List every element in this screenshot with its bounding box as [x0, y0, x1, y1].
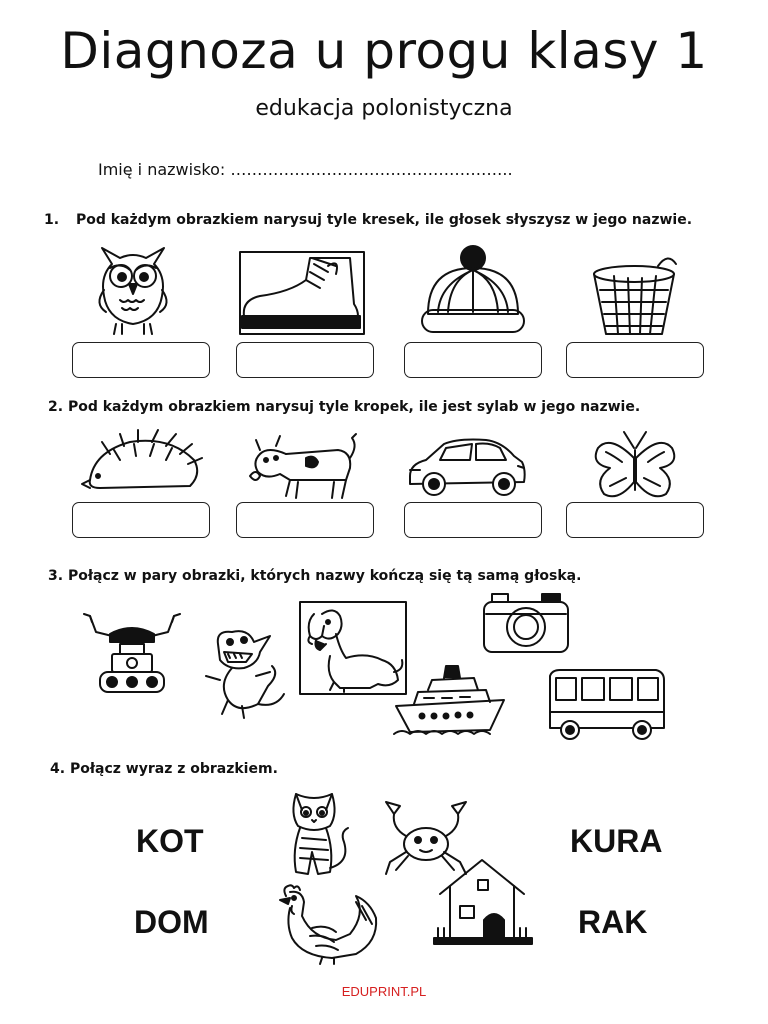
cow-icon — [246, 428, 362, 504]
task-2 — [48, 399, 640, 415]
task-3-text: Połącz w pary obrazki, których nazwy kończą się tą samą głoską. — [67, 568, 582, 584]
cat-icon — [282, 788, 358, 882]
task-3-number: 3. — [48, 568, 64, 584]
task-3 — [48, 568, 581, 584]
camera-icon — [480, 590, 572, 656]
task-2-text: Pod każdym obrazkiem narysuj tyle kropek, ile jest sylab w jego nazwie. — [67, 399, 641, 415]
winter-hat-icon — [418, 244, 528, 338]
task-1-text: Pod każdym obrazkiem narysuj tyle kresek, ile głosek słyszysz w jego nazwie. — [75, 212, 693, 228]
dragon-icon — [198, 624, 288, 720]
page-subtitle: edukacja polonistyczna — [255, 96, 513, 121]
name-label: Imię i nazwisko: — [98, 160, 226, 179]
answer-box[interactable] — [566, 502, 704, 538]
basket-icon — [588, 250, 680, 338]
car-icon — [406, 434, 528, 500]
owl-icon — [92, 244, 174, 340]
task-4-text: Połącz wyraz z obrazkiem. — [69, 761, 278, 777]
task-4-number: 4. — [50, 761, 66, 777]
page-title: Diagnoza u progu klasy 1 — [60, 22, 708, 80]
word-kot: KOT — [136, 823, 204, 859]
answer-box[interactable] — [72, 342, 210, 378]
dog-icon — [300, 602, 406, 694]
robot-icon — [82, 612, 182, 698]
answer-box[interactable] — [566, 342, 704, 378]
task-2-number: 2. — [48, 399, 64, 415]
answer-box[interactable] — [236, 342, 374, 378]
hen-icon — [272, 884, 380, 964]
answer-box[interactable] — [404, 502, 542, 538]
task-1 — [44, 212, 692, 228]
word-dom: DOM — [134, 904, 209, 940]
boot-icon — [240, 252, 364, 334]
answer-box[interactable] — [404, 342, 542, 378]
footer-credit: EDUPRINT.PL — [341, 984, 427, 999]
bus-icon — [544, 668, 666, 742]
answer-box[interactable] — [72, 502, 210, 538]
word-kura: KURA — [570, 823, 663, 859]
name-dots: …………………………………………….. — [230, 160, 513, 179]
name-field[interactable] — [98, 160, 513, 179]
hedgehog-icon — [80, 430, 204, 498]
butterfly-icon — [590, 428, 680, 506]
word-rak: RAK — [578, 904, 648, 940]
ship-icon — [394, 664, 506, 738]
answer-box[interactable] — [236, 502, 374, 538]
house-icon — [432, 854, 534, 950]
task-4 — [50, 761, 278, 777]
task-1-number: 1. — [44, 212, 60, 228]
